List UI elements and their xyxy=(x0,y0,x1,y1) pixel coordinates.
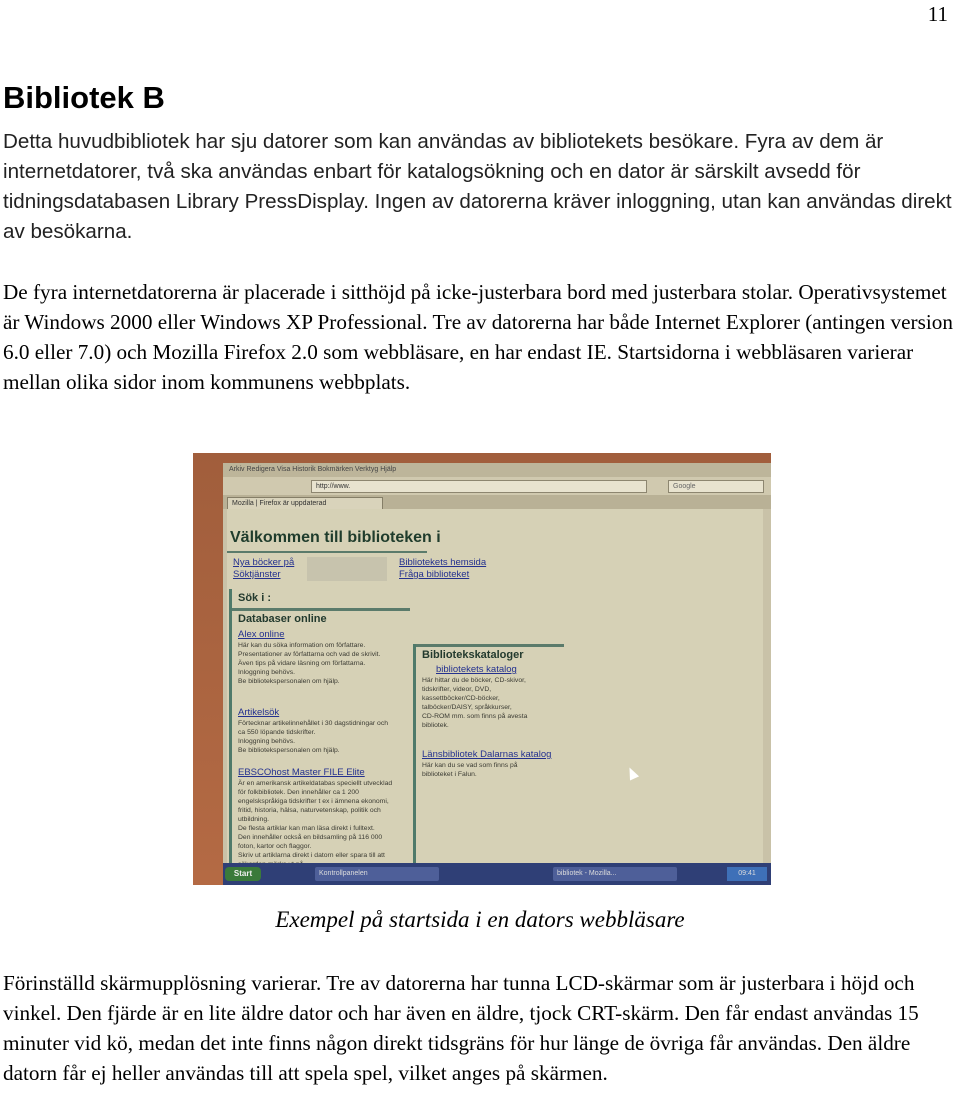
windows-taskbar xyxy=(223,863,771,885)
mouse-cursor-icon xyxy=(625,765,639,780)
title-rule xyxy=(227,551,427,553)
search-input: Google xyxy=(668,480,764,493)
monitor-screen xyxy=(223,463,771,885)
browser-tabbar xyxy=(223,495,771,509)
db-artikelsok-link: Artikelsök xyxy=(238,707,280,718)
db-alex-link: Alex online xyxy=(238,629,285,640)
taskbar-item: Kontrollpanelen xyxy=(315,867,439,881)
taskbar-item: bibliotek - Mozilla... xyxy=(553,867,677,881)
catalogs-heading: Bibliotekskataloger xyxy=(422,649,524,661)
browser-screen-photo xyxy=(193,453,771,885)
link-new-books: Nya böcker på xyxy=(233,557,295,568)
start-button: Start xyxy=(225,867,261,881)
blurred-region xyxy=(307,557,387,581)
browser-address-bar xyxy=(223,477,771,495)
search-column xyxy=(229,589,412,885)
browser-tab: Mozilla | Firefox är uppdaterad xyxy=(227,497,383,510)
image-caption: Exempel på startsida i en dators webbläsare xyxy=(275,907,685,932)
right-heading-bar xyxy=(416,644,564,647)
web-page-content xyxy=(227,509,763,863)
link-library-homepage: Bibliotekets hemsida xyxy=(399,557,487,568)
screens-paragraph: Förinställd skärmupplösning varierar. Tre av datorerna har tunna LCD-skärmar som är justerbara i höjd och vinkel. Den fjärde är en lite äldre dator och har även en äldre, tjock CRT-skärm. Den får endast användas 15 minuter vid kö, medan det inte finns någon direkt tidsgräns för hur länge de övriga får användas. Den äldre datorn får ej heller användas till att spela spel, vilket anges på skärmen. xyxy=(3,971,919,1085)
link-ask-library: Fråga biblioteket xyxy=(399,569,470,580)
link-search-services: Söktjänster xyxy=(233,569,281,580)
catalog-county-text: Här kan du se vad som finns på biblioteket i Falun. xyxy=(422,762,518,778)
taskbar-clock: 09:41 xyxy=(727,867,767,881)
db-artikelsok-text: Förtecknar artikelinnehållet i 30 dagstidningar och ca 550 löpande tidskrifter. Inloggning behövs. Be bibliotekspersonalen om hjälp. xyxy=(238,720,388,754)
catalog-library-link: bibliotekets katalog xyxy=(436,664,517,675)
db-ebsco-link: EBSCOhost Master FILE Elite xyxy=(238,767,365,778)
catalog-county-link: Länsbibliotek Dalarnas katalog xyxy=(422,749,552,760)
search-heading: Sök i : xyxy=(238,592,272,604)
catalog-library-text: Här hittar du de böcker, CD-skivor, tidskrifter, videor, DVD, kassettböcker/CD-böcker, talböcker/DAISY, språkkurser, CD-ROM mm. som finns på avesta bibliotek. xyxy=(422,677,528,729)
catalog-column xyxy=(413,644,566,884)
page-number: 11 xyxy=(927,2,948,26)
db-alex-text: Här kan du söka information om författare. Presentationer av författarna och vad de skrivit. Även tips på vidare läsning om författarna. Inloggning behövs. Be bibliotekspersonalen om hjälp. xyxy=(238,642,381,685)
computers-paragraph: De fyra internetdatorerna är placerade i sitthöjd på icke-justerbara bord med justerbara stolar. Operativsystemet är Windows 2000 eller Windows XP Professional. Tre av datorerna har både Internet Explorer (antingen version 6.0 eller 7.0) och Mozilla Firefox 2.0 som webbläsare, en har endast IE. Startsidorna i webbläsaren varierar mellan olika sidor inom kommunens webbplats. xyxy=(3,280,953,394)
databases-heading: Databaser online xyxy=(238,613,327,625)
intro-paragraph: Detta huvudbibliotek har sju datorer som kan användas av bibliotekets besökare. Fyra av dem är internetdatorer, två ska användas enbart för katalogsökning och en dator är särskilt avsedd för tidningsdatabasen Library PressDisplay. Ingen av datorerna kräver inloggning, utan kan användas direkt av besökarna. xyxy=(3,130,952,243)
site-title: Välkommen till biblioteken i xyxy=(230,529,441,546)
address-input: http://www. xyxy=(311,480,647,493)
section-heading: Bibliotek B xyxy=(3,80,165,115)
left-heading-bar xyxy=(232,608,410,611)
db-ebsco-text: Är en amerikansk artikeldatabas speciellt utvecklad för folkbibliotek. Den innehåller ca 1 200 engelskspråkiga tidskrifter t ex i ämnena ekonomi, fritid, historia, hälsa, naturvetenskap, politik och utbildning. De flesta artiklar kan man läsa direkt i fulltext. Den innehåller också en bildsamling på 116 000 foton, kartor och flaggor. Skriv ut artiklarna direkt i datorn eller spara till att xyxy=(238,780,393,859)
browser-menubar: Arkiv Redigera Visa Historik Bokmärken Verktyg Hjälp xyxy=(223,463,771,477)
